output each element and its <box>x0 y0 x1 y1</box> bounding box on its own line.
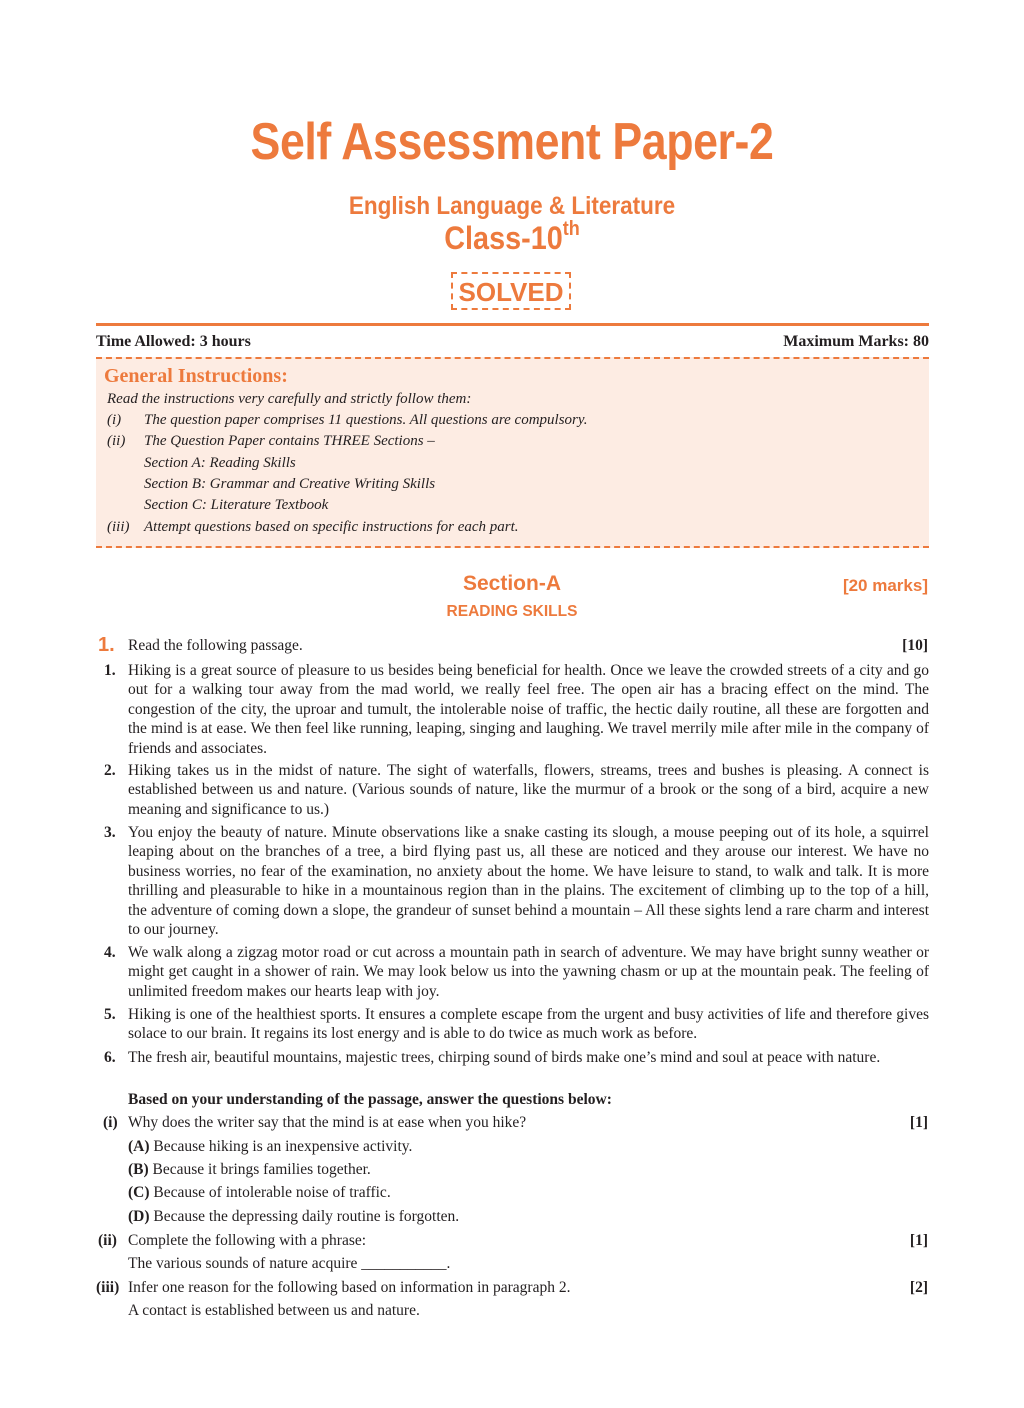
instruction-text: Section A: Reading Skills <box>144 455 296 471</box>
instruction-text: Attempt questions based on specific instructions for each part. <box>144 519 519 535</box>
passage-paragraph <box>96 661 929 758</box>
subquestion-text: Complete the following with a phrase: <box>128 1232 367 1249</box>
subquestion-number: (i) <box>103 1114 118 1131</box>
header-divider <box>96 323 929 326</box>
paragraph-number: 1. <box>104 662 116 679</box>
general-instructions-box <box>96 357 929 548</box>
instruction-item <box>107 476 435 493</box>
subquestion-detail: The various sounds of nature acquire ___________. <box>128 1255 451 1272</box>
instruction-num: (i) <box>107 412 122 428</box>
instruction-item <box>107 497 328 514</box>
subquestion-marks: [1] <box>909 1114 928 1131</box>
instruction-num: (iii) <box>107 519 130 535</box>
instruction-item <box>107 433 435 450</box>
option-text: Because of intolerable noise of traffic. <box>153 1184 391 1201</box>
instruction-text: The question paper comprises 11 questions. All questions are compulsory. <box>144 412 588 428</box>
paragraph-text: We walk along a zigzag motor road or cut across a mountain path in search of adventure. We may have bright sunny weather or might get caught in a shower of rain. We may look below us into the yawning chasm or up at the mountain peak. The feeling of unlimited freedom makes our hearts leap with joy. <box>128 944 929 1000</box>
option-label: (C) <box>128 1184 150 1201</box>
time-allowed: Time Allowed: 3 hours <box>96 333 251 350</box>
subquestion-number: (ii) <box>98 1232 117 1249</box>
paragraph-number: 4. <box>104 944 116 961</box>
option-text: Because the depressing daily routine is forgotten. <box>153 1208 460 1225</box>
paragraph-number: 2. <box>104 762 116 779</box>
question-marks: [10] <box>902 637 928 654</box>
mcq-option <box>128 1161 371 1179</box>
paper-title: Self Assessment Paper-2 <box>250 113 774 171</box>
instructions-intro: Read the instructions very carefully and strictly follow them: <box>107 391 472 407</box>
section-marks: [20 marks] <box>842 576 928 595</box>
instruction-item <box>107 412 587 429</box>
paragraph-text: Hiking is a great source of pleasure to us besides being beneficial for health. Once we leave the crowded streets of a city and go out for a walking tour away from the mad world, we really feel free. The open air has a bracing effect on the mind. The congestion of the city, the uproar and tumult, the intolerable noise of traffic, the hectic daily routine, all these are forgotten and the mind is at ease. We then feel like running, leaping, singing and laughing. We travel merrily mile after mile in the company of friends and associates. <box>128 662 929 757</box>
subquestion-text: Why does the writer say that the mind is at ease when you hike? <box>128 1114 527 1131</box>
class-prefix: Class-10 <box>444 220 563 256</box>
section-title: Section-A <box>462 572 561 595</box>
instruction-text: Section B: Grammar and Creative Writing Skills <box>144 476 436 492</box>
instruction-item <box>107 455 296 472</box>
passage-paragraph <box>96 943 929 1001</box>
passage-paragraph <box>96 1048 929 1067</box>
mcq-option <box>128 1138 412 1156</box>
subject-title: English Language & Literature <box>348 192 676 220</box>
solved-badge: SOLVED <box>451 272 571 310</box>
subquestion-marks: [1] <box>909 1232 928 1249</box>
paragraph-text: You enjoy the beauty of nature. Minute observations like a snake casting its slough, a mouse peeping out of its hole, a squirrel leaping about on the branches of a tree, a bird flying past us, all these are noticed and they arouse our interest. We have no business worries, no fear of the examination, no anxiety about the home. We have leisure to stand, to walk and talk. It is more thrilling and pleasurable to hike in a mountainous region than in the plains. The excitement of climbing up to the top of a hill, the adventure of coming down a slope, the grandeur of sunset behind a mountain – All these sights lend a rare charm and interest to our journey. <box>128 824 929 939</box>
option-label: (B) <box>128 1161 149 1178</box>
class-title <box>51 218 973 257</box>
paragraph-text: Hiking takes us in the midst of nature. The sight of waterfalls, flowers, streams, trees and bushes is pleasing. A connect is established between us and nature. (Various sounds of nature, like the murmur of a brook or the song of a bird, acquire a new meaning and significance to us.) <box>128 762 929 818</box>
maximum-marks: Maximum Marks: 80 <box>783 333 929 350</box>
subquestion-text: Infer one reason for the following based on information in paragraph 2. <box>128 1279 571 1296</box>
instruction-item <box>107 519 519 536</box>
instruction-text: The Question Paper contains THREE Sections – <box>144 433 435 449</box>
paragraph-number: 3. <box>104 824 116 841</box>
mcq-option <box>128 1184 391 1202</box>
instruction-text: Section C: Literature Textbook <box>144 497 329 513</box>
passage-paragraph <box>96 761 929 819</box>
section-subtitle: READING SKILLS <box>446 603 578 620</box>
instruction-num: (ii) <box>107 433 126 449</box>
option-label: (D) <box>128 1208 150 1225</box>
question-number: 1. <box>98 634 115 656</box>
subquestion-detail: A contact is established between us and nature. <box>128 1302 420 1319</box>
answer-prompt: Based on your understanding of the passage, answer the questions below: <box>128 1091 612 1108</box>
paragraph-text: The fresh air, beautiful mountains, majestic trees, chirping sound of birds make one’s mind and soul at peace with nature. <box>128 1049 881 1066</box>
instructions-title: General Instructions: <box>104 365 288 387</box>
option-text: Because it brings families together. <box>152 1161 371 1178</box>
paragraph-number: 5. <box>104 1006 116 1023</box>
question-text: Read the following passage. <box>128 637 303 654</box>
passage-paragraph <box>96 823 929 939</box>
paragraph-text: Hiking is one of the healthiest sports. It ensures a complete escape from the urgent and busy activities of life and therefore gives solace to our brain. It regains its lost energy and is able to do twice as much work as before. <box>128 1006 929 1043</box>
subquestion-number: (iii) <box>96 1279 120 1296</box>
option-label: (A) <box>128 1138 150 1155</box>
subquestion-marks: [2] <box>909 1279 928 1296</box>
passage-paragraph <box>96 1005 929 1044</box>
option-text: Because hiking is an inexpensive activity. <box>153 1138 413 1155</box>
mcq-option <box>128 1208 459 1226</box>
class-suffix: th <box>562 218 580 240</box>
paragraph-number: 6. <box>104 1049 116 1066</box>
